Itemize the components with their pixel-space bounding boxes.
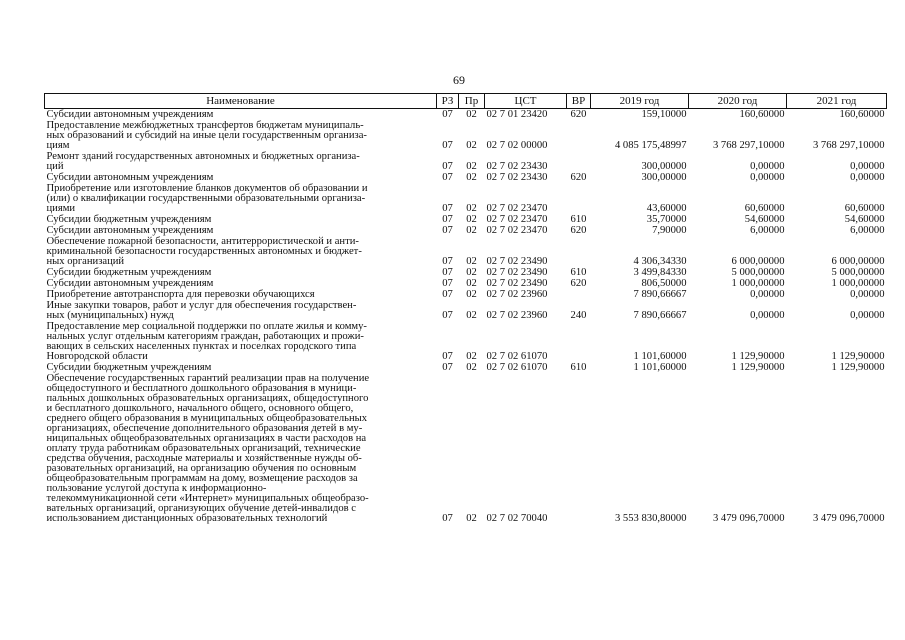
row-vr: 610: [570, 214, 587, 225]
table-row: [45, 151, 887, 172]
row-2020: 6,00000: [750, 225, 785, 236]
row-cst: 02 7 02 23470: [486, 214, 548, 225]
table-row: [45, 183, 887, 214]
table-row: [45, 267, 887, 278]
row-cst: 02 7 02 23470: [486, 225, 548, 236]
row-2020: 0,00000: [750, 161, 785, 172]
row-pr: 02: [466, 203, 477, 214]
row-2021: 3 768 297,10000: [812, 140, 885, 151]
row-2020: 1 129,90000: [731, 351, 785, 362]
row-pr: 02: [466, 256, 477, 267]
row-2020: 3 768 297,10000: [712, 140, 785, 151]
table-row: [45, 278, 887, 289]
row-rz: 07: [442, 513, 453, 524]
table-row: [45, 214, 887, 225]
header-2021: 2021 год: [787, 94, 887, 109]
row-2021: 0,00000: [850, 289, 885, 300]
row-pr: 02: [466, 513, 477, 524]
row-vr: 240: [570, 310, 587, 321]
row-2019: 7,90000: [652, 225, 687, 236]
row-2019: 1 101,60000: [633, 351, 687, 362]
row-2021: 1 129,90000: [831, 362, 885, 373]
row-2020: 54,60000: [744, 214, 785, 225]
row-name: Ремонт зданий государственных автономных и бюджетных организа- ций: [46, 151, 360, 172]
table-row: [45, 225, 887, 236]
row-2019: 1 101,60000: [633, 362, 687, 373]
table-body: [45, 109, 887, 525]
row-2020: 5 000,00000: [731, 267, 785, 278]
row-2019: 7 890,66667: [633, 289, 687, 300]
table-row: [45, 236, 887, 267]
row-cst: 02 7 02 23490: [486, 267, 548, 278]
row-2021: 160,60000: [839, 109, 885, 120]
table-row: [45, 362, 887, 373]
row-rz: 07: [442, 256, 453, 267]
row-2021: 0,00000: [850, 172, 885, 183]
row-2019: 159,10000: [641, 109, 687, 120]
row-2019: 4 085 175,48997: [614, 140, 687, 151]
table-row: [45, 109, 887, 121]
row-rz: 07: [442, 203, 453, 214]
row-2021: 60,60000: [844, 203, 885, 214]
row-name: Субсидии бюджетным учреждениям: [46, 267, 212, 278]
row-2021: 6,00000: [850, 225, 885, 236]
row-2020: 1 000,00000: [731, 278, 785, 289]
header-rz: РЗ: [437, 94, 459, 109]
row-2019: 806,50000: [641, 278, 687, 289]
row-cst: 02 7 02 23960: [486, 310, 548, 321]
row-vr: 620: [570, 225, 587, 236]
row-2021: 1 129,90000: [831, 351, 885, 362]
row-rz: 07: [442, 362, 453, 373]
row-pr: 02: [466, 278, 477, 289]
row-vr: [567, 373, 591, 524]
row-2019: 3 553 830,80000: [614, 513, 687, 524]
row-2021: 0,00000: [850, 161, 885, 172]
row-pr: 02: [466, 140, 477, 151]
row-name: Субсидии бюджетным учреждениям: [46, 362, 212, 373]
row-pr: 02: [466, 225, 477, 236]
row-cst: 02 7 02 23430: [486, 161, 548, 172]
row-vr: 620: [570, 278, 587, 289]
row-name: Предоставление межбюджетных трансфертов бюджетам муниципаль- ных образований и субсидий на иные цели государственным организа- циям: [46, 120, 367, 151]
table-row: [45, 120, 887, 151]
row-rz: 07: [442, 172, 453, 183]
table-row: [45, 289, 887, 300]
header-name: Наименование: [45, 94, 437, 109]
header-cst: ЦСТ: [485, 94, 567, 109]
row-name: Предоставление мер социальной поддержки по оплате жилья и комму- нальных услуг отдельным категориям граждан, работающих и прожи- вающих в сельских населенных пунктах и поселках городского типа Новгородской области: [46, 321, 367, 362]
row-name: Обеспечение пожарной безопасности, антитеррористической и анти- криминальной безопасности государственных автономных и бюджет- ных организаций: [46, 236, 362, 267]
row-2021: 3 479 096,70000: [812, 513, 885, 524]
row-pr: 02: [466, 362, 477, 373]
row-2020: 0,00000: [750, 289, 785, 300]
row-rz: 07: [442, 109, 453, 120]
row-name: Приобретение автотранспорта для перевозки обучающихся: [46, 289, 315, 300]
row-pr: 02: [466, 351, 477, 362]
row-cst: 02 7 02 23430: [486, 172, 548, 183]
row-pr: 02: [466, 109, 477, 120]
row-2020: 60,60000: [744, 203, 785, 214]
row-name: Субсидии автономным учреждениям: [46, 172, 214, 183]
table-row: [45, 172, 887, 183]
row-vr: [567, 183, 591, 214]
row-2021: 6 000,00000: [831, 256, 885, 267]
row-2019: 7 890,66667: [633, 310, 687, 321]
row-2021: 0,00000: [850, 310, 885, 321]
row-cst: 02 7 02 70040: [486, 513, 548, 524]
row-name: Обеспечение государственных гарантий реализации прав на получение общедоступного и бесплатного дошкольного образования в муници- пальных дошкольных образовательных организациях, общедоступного и бесплатного дошкольного, начального общего, основного общего, среднего общего образования в муниципальных общеобразовательных организациях, обеспечение дополнительного образования детей в му- ниципальных общеобразовательных организациях в части расходов на оплату труда работникам образовательных организаций, технические средства обучения, расходные материалы и хозяйственные нужды об- разовательных организаций, на организацию обучения по основным общеобразовательным программам на дому, возмещение расходов за пользование услугой доступа к информационно- телекоммуникационной сети «Интернет» муниципальных общеобразо- вательных организаций, организующих обучение детей-инвалидов с использованием дистанционных образовательных технологий: [46, 373, 370, 524]
row-vr: [567, 321, 591, 362]
row-name: Субсидии автономным учреждениям: [46, 278, 214, 289]
row-name: Иные закупки товаров, работ и услуг для обеспечения государствен- ных (муниципальных) нужд: [46, 300, 357, 321]
row-rz: 07: [442, 225, 453, 236]
row-cst: 02 7 02 61070: [486, 351, 548, 362]
row-2021: 54,60000: [844, 214, 885, 225]
row-cst: 02 7 02 61070: [486, 362, 548, 373]
row-2021: 5 000,00000: [831, 267, 885, 278]
row-rz: 07: [442, 278, 453, 289]
row-vr: 620: [570, 109, 587, 120]
row-pr: 02: [466, 289, 477, 300]
row-name: Субсидии автономным учреждениям: [46, 225, 214, 236]
row-2019: 300,00000: [641, 161, 687, 172]
row-2020: 3 479 096,70000: [712, 513, 785, 524]
table-row: [45, 300, 887, 321]
row-cst: 02 7 02 00000: [486, 140, 548, 151]
row-cst: 02 7 02 23960: [486, 289, 548, 300]
row-vr: [567, 236, 591, 267]
row-vr: 620: [570, 172, 587, 183]
header-2020: 2020 год: [689, 94, 787, 109]
row-2019: 4 306,34330: [633, 256, 687, 267]
row-pr: 02: [466, 214, 477, 225]
budget-table: [44, 93, 887, 524]
row-name: Субсидии автономным учреждениям: [46, 109, 214, 120]
row-cst: 02 7 02 23470: [486, 203, 548, 214]
header-2019: 2019 год: [591, 94, 689, 109]
table-row: [45, 373, 887, 524]
row-vr: 610: [570, 267, 587, 278]
row-pr: 02: [466, 267, 477, 278]
row-2019: 3 499,84330: [633, 267, 687, 278]
row-pr: 02: [466, 172, 477, 183]
row-2019: 35,70000: [646, 214, 687, 225]
row-rz: 07: [442, 310, 453, 321]
row-2019: 43,60000: [646, 203, 687, 214]
row-2020: 160,60000: [739, 109, 785, 120]
row-vr: [567, 151, 591, 172]
row-rz: 07: [442, 140, 453, 151]
page-number: 69: [453, 73, 465, 87]
row-vr: [567, 289, 591, 300]
row-2020: 0,00000: [750, 310, 785, 321]
row-rz: 07: [442, 267, 453, 278]
row-name: Приобретение или изготовление бланков документов об образовании и (или) о квалификации государственными образовательными организа- циями: [46, 183, 368, 214]
row-cst: 02 7 01 23420: [486, 109, 548, 120]
row-name: Субсидии бюджетным учреждениям: [46, 214, 212, 225]
row-2020: 1 129,90000: [731, 362, 785, 373]
header-pr: Пр: [459, 94, 485, 109]
row-2020: 6 000,00000: [731, 256, 785, 267]
row-2021: 1 000,00000: [831, 278, 885, 289]
row-2020: 0,00000: [750, 172, 785, 183]
row-rz: 07: [442, 351, 453, 362]
row-pr: 02: [466, 161, 477, 172]
row-pr: 02: [466, 310, 477, 321]
row-cst: 02 7 02 23490: [486, 256, 548, 267]
row-2019: 300,00000: [641, 172, 687, 183]
row-vr: [567, 120, 591, 151]
row-rz: 07: [442, 289, 453, 300]
table-row: [45, 321, 887, 362]
table-header-row: [45, 94, 887, 109]
row-rz: 07: [442, 214, 453, 225]
row-cst: 02 7 02 23490: [486, 278, 548, 289]
header-vr: ВР: [567, 94, 591, 109]
row-rz: 07: [442, 161, 453, 172]
row-vr: 610: [570, 362, 587, 373]
